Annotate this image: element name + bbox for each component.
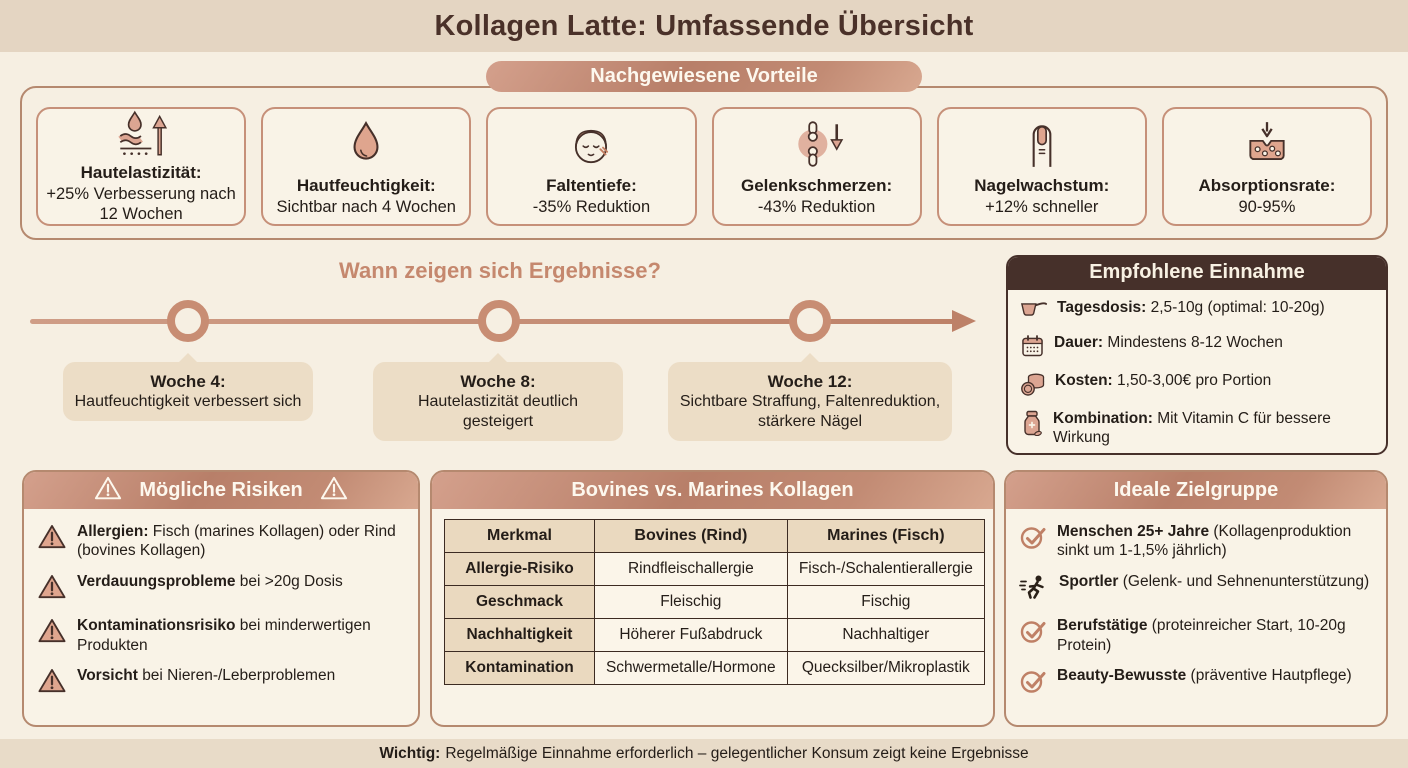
warning-triangle-icon [37,666,67,699]
audience-text: (Gelenk- und Sehnenunterstützung) [1122,572,1370,590]
table-row-header: Geschmack [445,586,595,619]
benefit-card-joints [712,107,922,226]
benefit-card-wrinkles [486,107,696,226]
title-band [0,0,1408,52]
page-title: Kollagen Latte: Umfassende Übersicht [434,9,974,42]
warning-triangle-icon [93,475,123,507]
footer-note [0,739,1408,768]
benefit-text: -43% Reduktion [757,197,876,216]
intake-item-cost [1020,372,1374,402]
intake-text: 1,50-3,00€ pro Portion [1117,371,1272,389]
benefit-text: +25% Verbesserung nach 12 Wochen [46,184,236,223]
coins-icon [1020,372,1046,402]
table-cell: Quecksilber/Mikroplastik [787,652,984,685]
benefit-card-absorption [1162,107,1372,226]
benefit-text: -35% Reduktion [532,197,651,216]
footer-text: Regelmäßige Einnahme erforderlich – gelegentlicher Konsum zeigt keine Ergebnisse [445,744,1029,762]
benefit-title: Absorptionsrate: [1198,176,1336,196]
table-row [445,586,985,619]
milestone-text: Hautfeuchtigkeit verbessert sich [74,393,302,411]
audience-label: Berufstätige [1057,617,1148,635]
intake-item-dose [1020,299,1374,326]
runner-icon [1019,572,1049,605]
table-cell: Fleischig [595,586,788,619]
audience-text: (Kollagenproduktion sinkt um 1-1,5% jährlich) [1057,523,1352,560]
benefit-title: Gelenkschmerzen: [741,176,893,196]
footer-label: Wichtig: [379,744,441,762]
benefit-card-elasticity [36,107,246,226]
droplet-icon [341,116,391,172]
milestone-text: Sichtbare Straffung, Faltenreduktion, stärkere Nägel [679,393,941,431]
audience-item-athletes [1019,572,1373,605]
warning-triangle-icon [319,475,349,507]
timeline-heading: Wann zeigen sich Ergebnisse? [339,258,661,283]
timeline-arrow-icon [952,310,976,332]
table-cell: Fisch-/Schalentierallergie [787,553,984,586]
risk-label: Verdauungsprobleme [77,572,236,590]
risk-item-digestion [37,572,405,605]
warning-triangle-icon [37,572,67,605]
table-cell: Nachhaltiger [787,619,984,652]
timeline-node-week4 [167,300,209,342]
risks-header [24,472,418,509]
risk-text: bei Nieren-/Leberproblemen [142,666,336,684]
intake-label: Dauer: [1054,333,1104,351]
intake-header: Empfohlene Einnahme [1008,257,1386,290]
timeline-bubble-week8 [373,362,623,441]
intake-text: 2,5-10g (optimal: 10-20g) [1150,299,1325,316]
milestone-text: Hautelastizität deutlich gesteigert [417,393,579,431]
risk-label: Kontaminationsrisiko [77,617,236,635]
risk-text: Fisch (marines Kollagen) oder Rind (bovines Kollagen) [77,523,396,560]
check-circle-icon [1019,666,1047,699]
audience-text: (präventive Hautpflege) [1190,666,1352,684]
joint-icon [790,116,844,172]
audience-label: Beauty-Bewusste [1057,666,1187,684]
audience-header-label: Ideale Zielgruppe [1113,479,1279,501]
benefit-title: Faltentiefe: [546,176,637,196]
scoop-icon [1020,299,1048,326]
risk-label: Allergien: [77,523,149,540]
table-row-header: Nachhaltigkeit [445,619,595,652]
timeline-section [0,252,1000,455]
benefit-text: Sichtbar nach 4 Wochen [276,197,456,216]
table-header-cell: Bovines (Rind) [595,520,788,553]
benefit-text: 90-95% [1238,197,1296,216]
table-cell: Fischig [787,586,984,619]
risks-list [24,509,418,712]
table-header-cell: Marines (Fisch) [787,520,984,553]
intake-label: Kosten: [1055,371,1113,389]
check-circle-icon [1019,616,1047,649]
intake-text: Mit Vitamin C für bessere Wirkung [1053,409,1331,446]
table-row-header: Kontamination [445,652,595,685]
timeline-bubble-week12 [668,362,952,441]
comparison-header-label: Bovines vs. Marines Kollagen [571,479,854,501]
audience-label: Menschen 25+ Jahre [1057,523,1210,540]
intake-label: Tagesdosis: [1057,299,1147,316]
milestone-title: Woche 12: [767,372,853,391]
absorption-icon [1242,116,1292,172]
audience-item-age [1019,522,1373,561]
intake-text: Mindestens 8-12 Wochen [1107,333,1283,351]
comparison-panel [430,470,995,727]
intake-list [1008,290,1386,455]
face-icon [566,116,616,172]
risk-item-contamination [37,616,405,655]
audience-header [1006,472,1386,509]
intake-panel [1006,255,1388,455]
audience-item-beauty [1019,666,1373,699]
milestone-title: Woche 8: [460,372,536,391]
risk-item-allergies [37,522,405,561]
table-cell: Höherer Fußabdruck [595,619,788,652]
risk-text: bei >20g Dosis [239,572,343,590]
benefit-title: Hautelastizität: [80,163,202,183]
comparison-table [444,519,985,685]
benefit-title: Nagelwachstum: [974,176,1110,196]
table-row-header: Allergie-Risiko [445,553,595,586]
audience-label: Sportler [1059,572,1119,590]
benefit-title: Hautfeuchtigkeit: [296,176,436,196]
table-row [445,553,985,586]
calendar-icon [1020,334,1045,364]
audience-panel [1004,470,1388,727]
check-circle-icon [1019,522,1047,555]
table-header-row [445,520,985,553]
benefit-card-moisture [261,107,471,226]
table-row [445,652,985,685]
warning-triangle-icon [37,522,67,555]
table-cell: Schwermetalle/Hormone [595,652,788,685]
benefit-text: +12% schneller [985,197,1099,216]
risk-item-caution [37,666,405,699]
intake-item-combination [1020,410,1374,448]
benefits-header-label: Nachgewiesene Vorteile [590,65,818,87]
benefits-section [20,86,1388,240]
risk-text: bei minderwertigen Produkten [77,617,371,654]
timeline-bubble-week4 [63,362,313,421]
table-row [445,619,985,652]
timeline-node-week8 [478,300,520,342]
warning-triangle-icon [37,616,67,649]
supplement-bottle-icon [1020,410,1044,442]
milestone-title: Woche 4: [150,372,226,391]
fingernail-icon [1017,116,1067,172]
intake-label: Kombination: [1053,409,1153,427]
benefit-card-nails [937,107,1147,226]
risk-label: Vorsicht [77,666,138,684]
skin-elasticity-icon [112,109,170,159]
audience-list [1006,509,1386,712]
benefits-header [486,61,922,92]
table-header-cell: Merkmal [445,520,595,553]
audience-text: (proteinreicher Start, 10-20g Protein) [1057,617,1346,654]
table-cell: Rindfleischallergie [595,553,788,586]
risks-panel [22,470,420,727]
audience-item-professionals [1019,616,1373,655]
comparison-header [432,472,993,509]
risks-header-label: Mögliche Risiken [139,479,303,501]
timeline-node-week12 [789,300,831,342]
intake-item-duration [1020,334,1374,364]
